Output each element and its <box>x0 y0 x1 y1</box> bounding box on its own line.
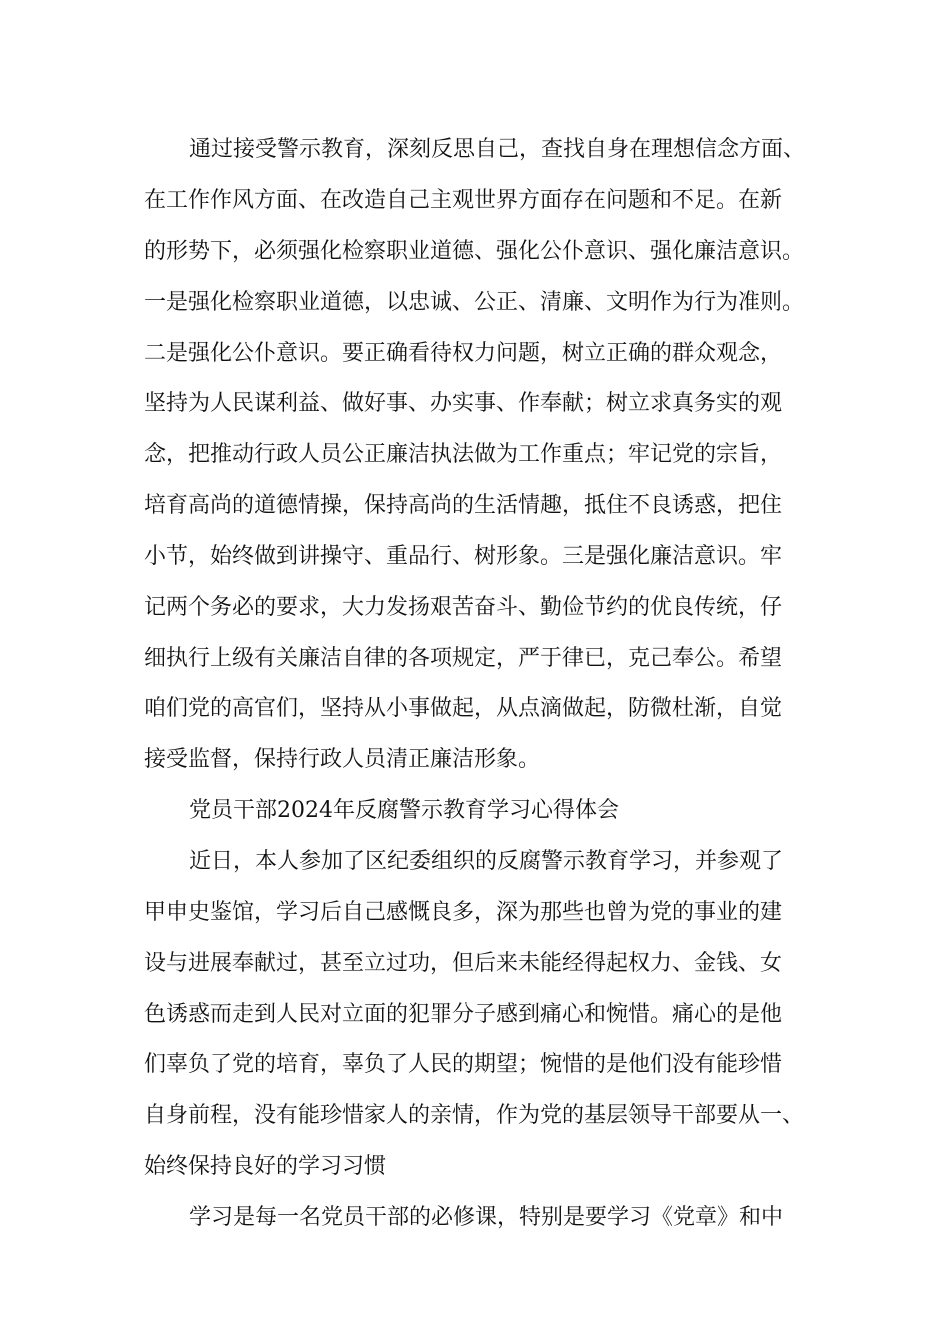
text-line: 自身前程，没有能珍惜家人的亲情，作为党的基层领导干部要从一、 <box>144 1103 805 1128</box>
text-line: 二是强化公仆意识。要正确看待权力问题，树立正确的群众观念， <box>144 341 783 366</box>
text-line: 的形势下，必须强化检察职业道德、强化公仆意识、强化廉洁意识。 <box>144 239 805 264</box>
text-line: 咱们党的高官们，坚持从小事做起，从点滴做起，防微杜渐，自觉 <box>144 696 783 721</box>
text-line: 设与进展奉献过，甚至立过功，但后来未能经得起权力、金钱、女 <box>144 951 783 976</box>
text-line: 培育高尚的道德情操，保持高尚的生活情趣，抵住不良诱惑，把住 <box>144 493 783 518</box>
text-line: 色诱惑而走到人民对立面的犯罪分子感到痛心和惋惜。痛心的是他 <box>144 1002 783 1027</box>
text-line: 甲申史鉴馆，学习后自己感慨良多，深为那些也曾为党的事业的建 <box>144 900 783 925</box>
text-line: 通过接受警示教育，深刻反思自己，查找自身在理想信念方面、 <box>189 137 806 162</box>
section-heading: 党员干部2024年反腐警示教育学习心得体会 <box>189 798 619 823</box>
text-line: 细执行上级有关廉洁自律的各项规定，严于律已，克己奉公。希望 <box>144 646 783 671</box>
text-line: 学习是每一名党员干部的必修课，特别是要学习《党章》和中 <box>189 1205 784 1230</box>
text-line: 小节，始终做到讲操守、重品行、树形象。三是强化廉洁意识。牢 <box>144 544 783 569</box>
text-line: 坚持为人民谋利益、做好事、办实事、作奉献；树立求真务实的观 <box>144 391 783 416</box>
text-line: 近日，本人参加了区纪委组织的反腐警示教育学习，并参观了 <box>189 849 784 874</box>
text-line: 记两个务必的要求，大力发扬艰苦奋斗、勤俭节约的优良传统，仔 <box>144 595 783 620</box>
text-line: 始终保持良好的学习习惯 <box>144 1154 387 1179</box>
text-line: 接受监督，保持行政人员清正廉洁形象。 <box>144 747 541 772</box>
text-line: 们辜负了党的培育，辜负了人民的期望；惋惜的是他们没有能珍惜 <box>144 1052 783 1077</box>
text-line: 在工作作风方面、在改造自己主观世界方面存在问题和不足。在新 <box>144 188 783 213</box>
text-line: 念，把推动行政人员公正廉洁执法做为工作重点；牢记党的宗旨， <box>144 442 783 467</box>
text-line: 一是强化检察职业道德，以忠诚、公正、清廉、文明作为行为准则。 <box>144 290 805 315</box>
